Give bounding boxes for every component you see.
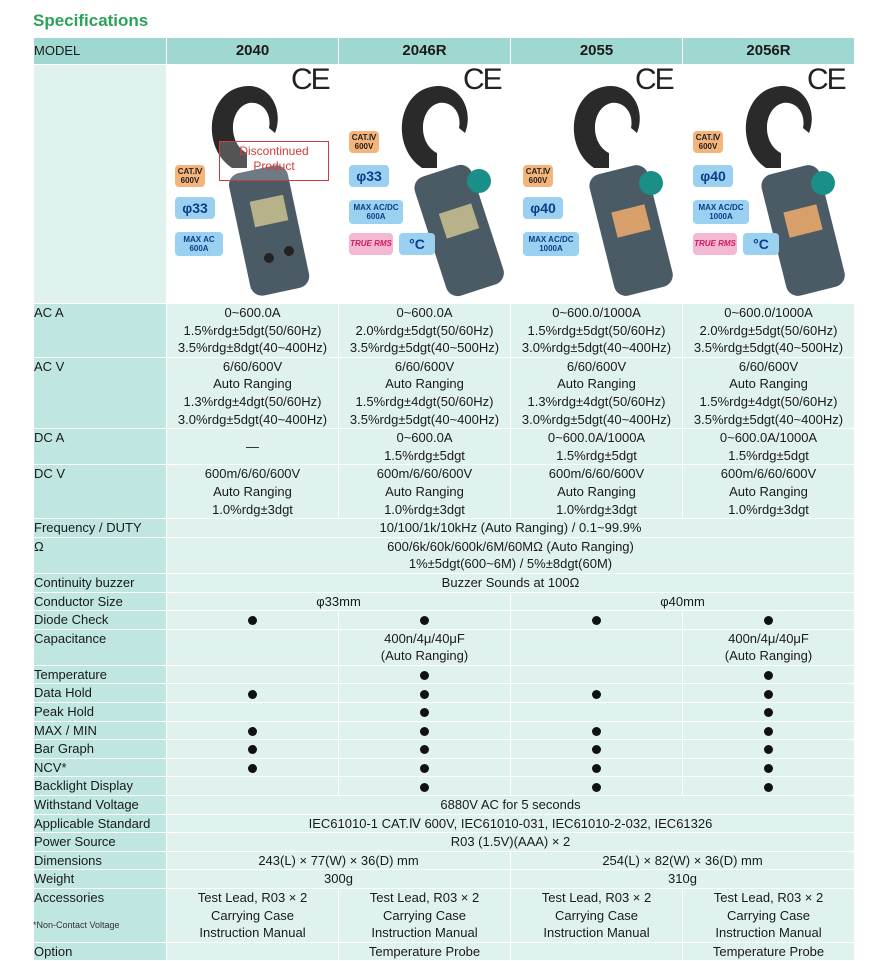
row-label: Capacitance [34, 629, 167, 665]
feature-dot [764, 708, 773, 717]
model-2040: 2040 [167, 38, 339, 65]
spec-row-ac-v: AC V 6/60/600V Auto Ranging 1.3%rdg±4dgt(50/60Hz) 3.0%rdg±5dgt(40~400Hz) 6/60/600V Auto Ranging 1.5%rdg±4dgt(50/60Hz) 3.5%rdg±5dgt(40~400Hz) 6/60/600V Auto Ranging 1.3%rdg±4dgt(50/60Hz) 3.0%rdg±5dgt(40~400Hz) 6/60/600V Auto Ranging 1.5%rdg±4dgt(50/60Hz) 3.5%rdg±5dgt(40~400Hz) [34, 357, 855, 428]
row-label: Accessories [34, 889, 167, 943]
spec-row-temperature [34, 665, 855, 684]
feature-dot [764, 783, 773, 792]
feature-dot [420, 708, 429, 717]
spec-row-dc-a: DC A — 0~600.0A 1.5%rdg±5dgt 0~600.0A/1000A 1.5%rdg±5dgt 0~600.0A/1000A 1.5%rdg±5dgt [34, 429, 855, 465]
footnote: *Non-Contact Voltage [33, 920, 120, 930]
feature-dot [764, 690, 773, 699]
feature-dot [764, 616, 773, 625]
spec-row-continuity: Continuity buzzer Buzzer Sounds at 100Ω [34, 573, 855, 592]
cat-iv-badge: CAT.Ⅳ 600V [693, 131, 723, 153]
row-label: Withstand Voltage [34, 796, 167, 815]
true-rms-badge: TRUE RMS [349, 233, 393, 255]
feature-dot [592, 745, 601, 754]
spec-row-capacitance: Capacitance 400n/4μ/40μF (Auto Ranging) 400n/4μ/40μF (Auto Ranging) [34, 629, 855, 665]
feature-dot [248, 745, 257, 754]
spec-row-max-min [34, 721, 855, 740]
row-label: Bar Graph [34, 740, 167, 759]
model-header-row [34, 38, 855, 65]
page-title: Specifications [33, 11, 149, 30]
feature-dot [248, 616, 257, 625]
feature-dot [764, 745, 773, 754]
row-label: Option [34, 942, 167, 961]
clamp-meter-image [197, 73, 317, 298]
row-label: Peak Hold [34, 703, 167, 722]
feature-dot [764, 727, 773, 736]
ce-mark: CE [291, 63, 329, 96]
clamp-meter-image [387, 63, 507, 298]
feature-dot [420, 690, 429, 699]
row-label: Temperature [34, 665, 167, 684]
spec-row-backlight [34, 777, 855, 796]
row-label: DC A [34, 429, 167, 465]
model-2055: 2055 [511, 38, 683, 65]
row-label: NCV* [34, 758, 167, 777]
model-2046r: 2046R [339, 38, 511, 65]
spec-row-accessories: Accessories Test Lead, R03 × 2 Carrying Case Instruction Manual Test Lead, R03 × 2 Carrying Case Instruction Manual Test Lead, R03 × 2 Carrying Case Instruction Manual Test Lead, R03 × 2 Carrying Case Instruction Manual [34, 889, 855, 943]
row-label: Frequency / DUTY [34, 519, 167, 538]
spec-row-standard: Applicable Standard IEC61010-1 CAT.Ⅳ 600V, IEC61010-031, IEC61010-2-032, IEC61326 [34, 814, 855, 833]
feature-dot [420, 764, 429, 773]
feature-dot [248, 727, 257, 736]
spec-row-resistance: Ω 600/6k/60k/600k/6M/60MΩ (Auto Ranging) 1%±5dgt(600~6M) / 5%±8dgt(60M) [34, 537, 855, 573]
ce-mark: CE [807, 63, 845, 96]
feature-dot [764, 764, 773, 773]
product-image-2040 [167, 65, 339, 304]
feature-dot [420, 727, 429, 736]
product-image-2056r [683, 65, 855, 304]
row-label: Dimensions [34, 851, 167, 870]
row-label: Ω [34, 537, 167, 573]
feature-dot [420, 783, 429, 792]
spec-table [33, 37, 855, 961]
spec-row-data-hold [34, 684, 855, 703]
feature-dot [592, 764, 601, 773]
jaw-size-badge: φ33 [175, 197, 215, 219]
ce-mark: CE [463, 63, 501, 96]
feature-dot [764, 671, 773, 680]
spec-row-conductor-size: Conductor Size φ33mm φ40mm [34, 592, 855, 611]
jaw-size-badge: φ40 [693, 165, 733, 187]
row-label: Weight [34, 870, 167, 889]
model-label: MODEL [34, 38, 167, 65]
row-label: MAX / MIN [34, 721, 167, 740]
spec-row-weight: Weight 300g 310g [34, 870, 855, 889]
jaw-size-badge: φ40 [523, 197, 563, 219]
row-label: Conductor Size [34, 592, 167, 611]
row-label: Applicable Standard [34, 814, 167, 833]
model-2056r: 2056R [683, 38, 855, 65]
spec-row-frequency: Frequency / DUTY 10/100/1k/10kHz (Auto Ranging) / 0.1~99.9% [34, 519, 855, 538]
cat-iv-badge: CAT.Ⅳ 600V [175, 165, 205, 187]
cat-iv-badge: CAT.Ⅳ 600V [523, 165, 553, 187]
feature-dot [592, 783, 601, 792]
spec-row-dc-v: DC V 600m/6/60/600V Auto Ranging 1.0%rdg±3dgt 600m/6/60/600V Auto Ranging 1.0%rdg±3dgt 600m/6/60/600V Auto Ranging 1.0%rdg±3dgt 600m/6/60/600V Auto Ranging 1.0%rdg±3dgt [34, 465, 855, 519]
feature-dot [420, 671, 429, 680]
row-label: Data Hold [34, 684, 167, 703]
spec-row-dimensions: Dimensions 243(L) × 77(W) × 36(D) mm 254(L) × 82(W) × 36(D) mm [34, 851, 855, 870]
discontinued-notice: Discontinued Product [219, 141, 329, 181]
row-label: AC V [34, 357, 167, 428]
feature-dot [248, 764, 257, 773]
max-current-badge: MAX AC/DC 600A [349, 200, 403, 224]
row-label: Backlight Display [34, 777, 167, 796]
max-current-badge: MAX AC 600A [175, 232, 223, 256]
spec-row-ncv [34, 758, 855, 777]
spec-row-peak-hold [34, 703, 855, 722]
temperature-badge: °C [399, 233, 435, 255]
row-label: Continuity buzzer [34, 573, 167, 592]
max-current-badge: MAX AC/DC 1000A [693, 200, 749, 224]
spec-row-option: Option Temperature Probe Temperature Probe [34, 942, 855, 961]
feature-dot [592, 727, 601, 736]
spec-row-power: Power Source R03 (1.5V)(AAA) × 2 [34, 833, 855, 852]
product-image-row [34, 65, 855, 304]
feature-dot [420, 616, 429, 625]
feature-dot [248, 690, 257, 699]
ce-mark: CE [635, 63, 673, 96]
product-image-2055 [511, 65, 683, 304]
feature-dot [592, 616, 601, 625]
feature-dot [420, 745, 429, 754]
row-label: AC A [34, 304, 167, 358]
clamp-meter-image [559, 63, 679, 298]
temperature-badge: °C [743, 233, 779, 255]
clamp-meter-image [731, 63, 851, 298]
row-label: DC V [34, 465, 167, 519]
feature-dot [592, 690, 601, 699]
spec-row-diode [34, 611, 855, 630]
row-label: Power Source [34, 833, 167, 852]
product-image-2046r [339, 65, 511, 304]
true-rms-badge: TRUE RMS [693, 233, 737, 255]
spec-row-ac-a: AC A 0~600.0A 1.5%rdg±5dgt(50/60Hz) 3.5%rdg±8dgt(40~400Hz) 0~600.0A 2.0%rdg±5dgt(50/60Hz) 3.5%rdg±5dgt(40~500Hz) 0~600.0/1000A 1.5%rdg±5dgt(50/60Hz) 3.0%rdg±5dgt(40~400Hz) 0~600.0/1000A 2.0%rdg±5dgt(50/60Hz) 3.5%rdg±5dgt(40~500Hz) [34, 304, 855, 358]
row-label: Diode Check [34, 611, 167, 630]
spec-row-withstand: Withstand Voltage 6880V AC for 5 seconds [34, 796, 855, 815]
spec-row-bar-graph [34, 740, 855, 759]
max-current-badge: MAX AC/DC 1000A [523, 232, 579, 256]
jaw-size-badge: φ33 [349, 165, 389, 187]
cat-iv-badge: CAT.Ⅳ 600V [349, 131, 379, 153]
